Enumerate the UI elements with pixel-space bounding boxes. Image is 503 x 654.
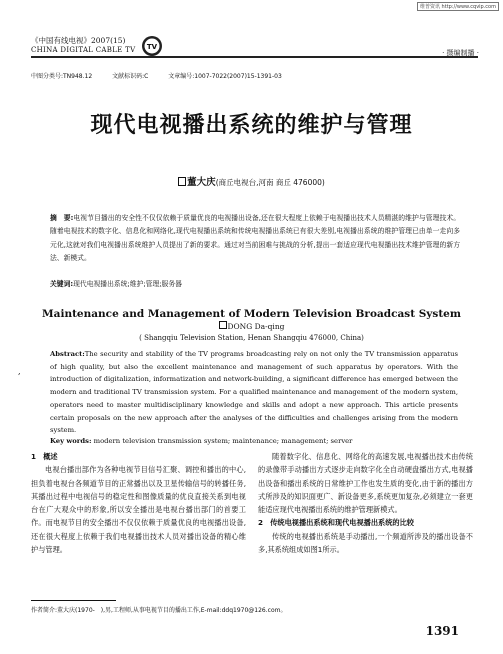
body-right-column — [258, 450, 473, 556]
keywords-text: 现代电视播出系统;维护;管理;服务器 — [73, 280, 182, 288]
english-author-marker — [219, 321, 227, 329]
article-title: 现代电视播出系统的维护与管理 — [90, 113, 413, 138]
journal-logo — [141, 35, 163, 57]
abstract-chinese — [50, 212, 460, 265]
journal-name-english: CHINA DIGITAL CABLE TV — [31, 46, 136, 54]
document-code: 文献标识码:C — [112, 73, 149, 80]
keywords-chinese — [50, 278, 460, 288]
abstract-text: 电视节目播出的安全性不仅仅依赖于质量优良的电视播出设备,还在很大程度上依赖于电视播出技术人员精湛的维护与管理技术。随着电视技术的数字化、信息化和网络化,现代电视播出系统和传统电视播出系统已有很大差别,电视播出系统的维护管理已由单一走向多元化,这就对我们电视播出系统维护人员提出了新的要求。通过对当前困难与挑战的分析,提出一套适应现代电视播出技术维护管理的新方法、新模式。 — [50, 214, 461, 262]
abstract-en-label: Abstract: — [50, 350, 85, 358]
journal-name: 《中国有线电视》2007(15) — [31, 36, 126, 45]
author-footnote: 作者简介:董大庆(1970- ),男,工程师,从事电视节目的播出工作,E-mail:ddq1970@126.com。 — [31, 607, 287, 614]
body-paragraph: 传统的电视播出系统是手动播出,一个频道所涉及的播出设备不多,其系统组成如图1所示。 — [258, 531, 473, 555]
abstract-english — [50, 348, 458, 437]
section-heading-2: 2 传统电视播出系统和现代电视播出系统的比较 — [258, 518, 414, 528]
abstract-en-text: The security and stability of the TV programs broadcasting rely on not only the TV transmission apparatus of high quality, but also the excellent maintenance and management of such apparatus by operators. With the introduction of digitalization, informatization and network-building, a significant difference has emerged between the modern and traditional TV transmission system. For a qualified maintenance and management of the modern system, operators need to master multidisciplinary knowledge and skills and adopt a new approach. This article presents certain proposals on the new approach after the analyses of the difficulties and challenges arising from the modern system. — [50, 350, 458, 435]
keywords-en-text: modern television transmission system; maintenance; management; server — [93, 437, 353, 445]
body-paragraph: 随着数字化、信息化、网络化的高速发展,电视播出技术由传统的录像带手动播出方式逐步走向数字化全自动硬盘播出方式,电视播出设备和播出系统的日常维护工作也发生质的变化,由于新的播出方式所涉及的知识面更广、新设备更多,系统更加复杂,必须建立一套更能适应现代电视播出系统的维护管理新模式。 — [258, 452, 473, 515]
source-watermark: 维普资讯 http://www.cqvip.com — [417, 2, 499, 11]
footnote-rule — [31, 600, 116, 601]
header-rule — [31, 56, 478, 58]
body-left-column — [31, 450, 246, 556]
author-line — [0, 174, 503, 188]
keywords-english — [50, 437, 458, 445]
abstract-label: 摘 要: — [50, 214, 74, 222]
margin-mark: , — [18, 367, 21, 376]
english-author: DONG Da-qing — [0, 321, 503, 331]
page-number: 1391 — [425, 624, 459, 638]
clc-number: 中图分类号:TN948.12 — [31, 73, 93, 80]
article-metadata — [31, 71, 300, 80]
body-paragraph: 电视台播出部作为各种电视节目信号汇聚、调控和播出的中心,担负着电视台各频道节目的正常播出以及卫星传输信号的转播任务,其播出过程中电视信号的稳定性和图像质量的优良直接关系到电视台在广大观众中的形象,所以安全播出是电视台播出部门的首要工作。而电视节目的安全播出不仅仅依赖于质量优良的电视播出设备,还在很大程度上依赖于我们电视播出技术人员对播出设备的精心维护与管理。 — [31, 465, 246, 555]
section-heading-1: 1 概述 — [31, 452, 58, 461]
author-name: 董大庆 — [187, 177, 216, 188]
english-affiliation: ( Shangqiu Television Station, Henan Shangqiu 476000, China) — [139, 334, 364, 342]
article-number: 文章编号:1007-7022(2007)15-1391-03 — [168, 73, 282, 80]
logo-text: TV — [146, 43, 158, 51]
keywords-label: 关键词: — [50, 280, 74, 288]
keywords-en-label: Key words: — [50, 437, 92, 445]
author-affiliation: (商丘电视台,河南 商丘 476000) — [215, 178, 325, 187]
english-title: Maintenance and Management of Modern Television Broadcast System — [42, 308, 461, 320]
section-label: · 摄编制播 · — [442, 49, 479, 57]
author-marker — [178, 177, 186, 186]
